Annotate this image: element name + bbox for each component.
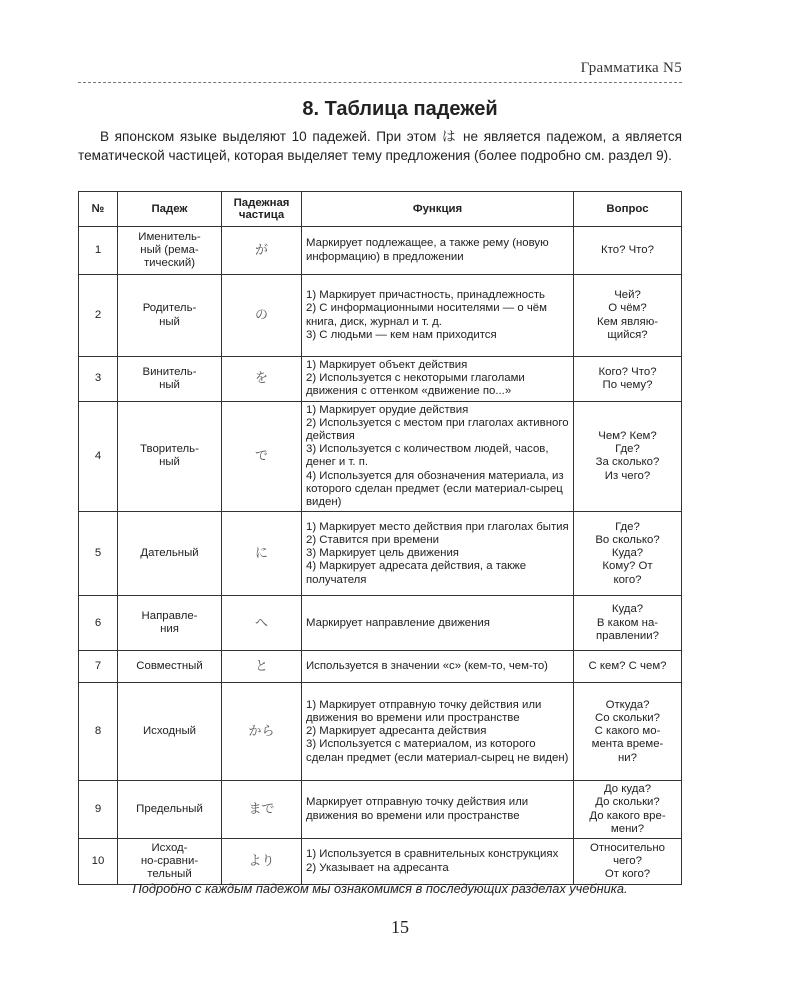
case-name xyxy=(118,781,222,839)
section-title: 8. Таблица падежей xyxy=(302,98,498,120)
case-name-line: но-сравни- xyxy=(140,854,199,867)
table-header-row xyxy=(79,192,682,227)
case-name xyxy=(118,401,222,512)
case-question-line: Куда? xyxy=(611,603,644,616)
case-name xyxy=(118,683,222,781)
case-number: 2 xyxy=(79,275,118,357)
case-name-line: Родитель- xyxy=(142,302,197,315)
case-particle: を xyxy=(222,357,302,402)
case-question xyxy=(574,512,682,596)
case-name-line: ния xyxy=(160,623,179,636)
header-particle: Падежная частица xyxy=(222,192,302,227)
table-body xyxy=(79,227,682,885)
case-function xyxy=(302,781,574,839)
case-particle: の xyxy=(222,275,302,357)
case-question-line: Куда? xyxy=(611,547,644,560)
case-function-line: 1) Используется в сравнительных конструкциях xyxy=(306,848,559,861)
table-row xyxy=(79,839,682,885)
case-name xyxy=(118,596,222,651)
header-case: Падеж xyxy=(118,192,222,227)
case-function-line: 3) Маркирует цель движения xyxy=(306,547,459,560)
case-name xyxy=(118,227,222,275)
page-number: 15 xyxy=(391,917,409,937)
case-question xyxy=(574,401,682,512)
case-question-line: За сколько? xyxy=(595,456,660,469)
case-name-line: ный xyxy=(159,378,180,391)
case-question-line: Откуда? xyxy=(605,698,650,711)
case-question-line: С кем? С чем? xyxy=(588,660,667,673)
case-question-line: До какого вре- xyxy=(589,809,666,822)
case-number: 8 xyxy=(79,683,118,781)
case-question xyxy=(574,275,682,357)
case-number: 9 xyxy=(79,781,118,839)
case-question xyxy=(574,781,682,839)
case-function-line: Маркирует подлежащее, а также рему (новую информацию) в предложении xyxy=(306,237,549,263)
case-function-line: 2) Используется с некоторыми глаголами движения с оттенком «движение по...» xyxy=(306,372,525,398)
table-row xyxy=(79,357,682,402)
case-function-line: 3) Используется с материалом, из которого сделан предмет (если материал-сырец не виден) xyxy=(306,738,569,764)
case-question-line: Чем? Кем? xyxy=(598,430,657,443)
case-name-line: Дательный xyxy=(140,547,199,560)
case-name-line: Совместный xyxy=(136,660,203,673)
case-function-line: 3) Используется с количеством людей, часов, денег и т. п. xyxy=(306,443,549,469)
case-function-line: 1) Маркирует причастность, принадлежность xyxy=(306,289,545,302)
case-question-line: О чём? xyxy=(608,302,647,315)
case-question-line: Где? xyxy=(615,443,640,456)
case-question-line: Во сколько? xyxy=(595,533,660,546)
case-question-line: Кто? Что? xyxy=(601,243,654,256)
case-question-line: До скольки? xyxy=(595,796,660,809)
case-name-line: Именитель- xyxy=(138,230,201,243)
case-question xyxy=(574,651,682,683)
case-function-line: 1) Маркирует место действия при глаголах бытия xyxy=(306,520,569,533)
intro-paragraph xyxy=(78,128,682,165)
case-name-line: ный xyxy=(159,315,180,328)
case-question-line: До куда? xyxy=(603,783,652,796)
table-row xyxy=(79,512,682,596)
case-question xyxy=(574,683,682,781)
case-question-line: Относительно xyxy=(589,841,665,854)
case-particle: が xyxy=(222,227,302,275)
case-question-line: По чему? xyxy=(602,378,653,391)
case-function xyxy=(302,596,574,651)
case-name-line: Предельный xyxy=(136,803,203,816)
case-number: 6 xyxy=(79,596,118,651)
running-header: Грамматика N5 xyxy=(580,60,682,76)
case-question-line: Со скольки? xyxy=(595,711,660,724)
case-number: 10 xyxy=(79,839,118,885)
case-question-line: мени? xyxy=(610,822,645,835)
case-function-line: 1) Маркирует орудие действия xyxy=(306,403,469,416)
case-function-line: Используется в значении «с» (кем-то, чем-то) xyxy=(306,660,548,673)
case-number: 1 xyxy=(79,227,118,275)
case-number: 7 xyxy=(79,651,118,683)
case-function-line: 1) Маркирует объект действия xyxy=(306,359,468,371)
case-particle: より xyxy=(222,839,302,885)
case-name xyxy=(118,357,222,402)
case-question-line: Чей? xyxy=(614,289,641,302)
case-name-line: ный xyxy=(159,456,180,469)
case-question-line: С какого мо- xyxy=(594,725,661,738)
case-name xyxy=(118,839,222,885)
case-particle: と xyxy=(222,651,302,683)
case-name xyxy=(118,275,222,357)
case-question xyxy=(574,357,682,402)
table-row xyxy=(79,401,682,512)
case-question xyxy=(574,227,682,275)
case-name xyxy=(118,651,222,683)
table-row xyxy=(79,275,682,357)
case-function-line: 2) С информационными носителями — о чём книга, диск, журнал и т. д. xyxy=(306,302,547,328)
case-question-line: ни? xyxy=(618,751,637,764)
case-question-line: Из чего? xyxy=(604,469,651,482)
case-question-line: чего? xyxy=(613,854,642,867)
header-divider xyxy=(78,82,682,83)
case-question-line: кого? xyxy=(613,573,642,586)
case-function-line: 1) Маркирует отправную точку действия или движения во времени или пространстве xyxy=(306,698,542,724)
intro-text: В японском языке выделяют 10 падежей. При этом は не является падежом, а является тематической частицей, которая выделяет тему предложения (более подробно см. раздел 9). xyxy=(78,129,682,163)
case-name-line: Направле- xyxy=(141,610,198,623)
case-question-line: правлении? xyxy=(596,629,659,642)
case-particle: から xyxy=(222,683,302,781)
case-function-line: 2) Используется с местом при глаголах активного действия xyxy=(306,416,569,443)
case-function xyxy=(302,275,574,357)
case-particle: へ xyxy=(222,596,302,651)
case-name-line: Творитель- xyxy=(140,443,199,456)
table-row xyxy=(79,683,682,781)
case-function-line: Маркирует направление движения xyxy=(306,616,490,629)
case-question-line: От кого? xyxy=(604,868,651,881)
case-question xyxy=(574,596,682,651)
case-question-line: Где? xyxy=(615,520,640,533)
case-function xyxy=(302,651,574,683)
case-question-line: Кем являю- xyxy=(596,315,659,328)
case-question-line: Кому? От xyxy=(602,560,653,573)
case-question-line: щийся? xyxy=(607,328,648,341)
case-question xyxy=(574,839,682,885)
case-function xyxy=(302,839,574,885)
case-function xyxy=(302,401,574,512)
case-name-line: тический) xyxy=(143,257,196,270)
table-row xyxy=(79,781,682,839)
case-particle: に xyxy=(222,512,302,596)
case-number: 3 xyxy=(79,357,118,402)
case-function xyxy=(302,357,574,402)
case-question-line: Кого? Что? xyxy=(598,365,657,378)
case-function xyxy=(302,227,574,275)
case-function-line: 2) Ставится при времени xyxy=(306,533,440,546)
case-name-line: Исходный xyxy=(142,725,197,738)
header-function: Функция xyxy=(302,192,574,227)
case-question-line: В каком на- xyxy=(596,616,659,629)
case-number: 4 xyxy=(79,401,118,512)
case-name-line: тельный xyxy=(147,868,192,881)
case-function-line: 2) Указывает на адресанта xyxy=(306,861,449,874)
case-function xyxy=(302,512,574,596)
header-number: № xyxy=(79,192,118,227)
cases-table xyxy=(78,191,682,885)
case-function-line: 2) Маркирует адресанта действия xyxy=(306,725,487,738)
case-function xyxy=(302,683,574,781)
case-particle: まで xyxy=(222,781,302,839)
table-row xyxy=(79,651,682,683)
case-name-line: Исход- xyxy=(151,841,188,854)
header-question: Вопрос xyxy=(574,192,682,227)
case-name-line: Винитель- xyxy=(142,365,197,378)
case-particle: で xyxy=(222,401,302,512)
case-function-line: 4) Используется для обозначения материала, из которого сделан предмет (если материал-сырец виден) xyxy=(306,469,564,509)
case-name-line: ный (рема- xyxy=(140,243,199,256)
case-function-line: 3) С людьми — кем нам приходится xyxy=(306,328,497,341)
case-name xyxy=(118,512,222,596)
case-question-line: мента време- xyxy=(591,738,664,751)
case-function-line: 4) Маркирует адресата действия, а также получателя xyxy=(306,560,527,586)
case-function-line: Маркирует отправную точку действия или движения во времени или пространстве xyxy=(306,796,529,822)
table-row xyxy=(79,227,682,275)
case-number: 5 xyxy=(79,512,118,596)
footnote: Подробно с каждым падежом мы ознакомимся в последующих разделах учебника. xyxy=(132,881,628,896)
table-row xyxy=(79,596,682,651)
